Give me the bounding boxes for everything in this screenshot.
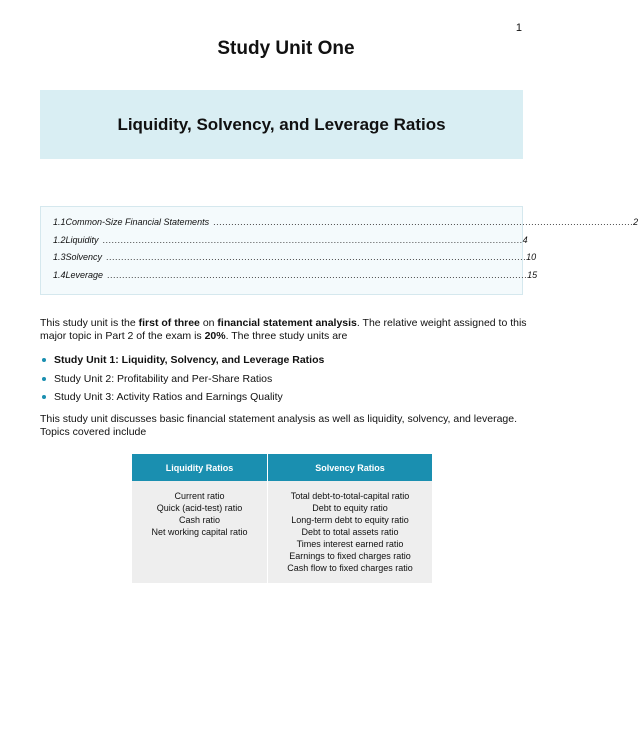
toc-page: 4 xyxy=(522,234,528,245)
table-of-contents xyxy=(40,206,638,295)
toc-page: 10 xyxy=(526,252,537,262)
toc-leader: ............................................................................................................................................ xyxy=(106,252,527,262)
toc-number: 1.1 xyxy=(53,217,66,227)
table-cell: Long-term debt to equity ratio xyxy=(291,515,409,525)
toc-leader: ............................................................................................................................................ xyxy=(102,234,523,245)
toc-page: 15 xyxy=(527,269,538,280)
toc-label: Common-Size Financial Statements xyxy=(65,217,210,227)
list-item xyxy=(40,370,530,389)
toc-row[interactable] xyxy=(41,269,538,288)
intro-emphasis: first of three xyxy=(138,317,200,329)
table-cell: Debt to total assets ratio xyxy=(301,527,399,537)
toc-number: 1.2 xyxy=(53,234,66,245)
bullet-icon xyxy=(42,395,46,399)
header-solvency: Solvency Ratios xyxy=(268,454,432,481)
table-cell: Total debt-to-total-capital ratio xyxy=(290,491,410,501)
list-item xyxy=(40,388,530,407)
toc-row[interactable] xyxy=(41,234,528,253)
table-cell: Cash ratio xyxy=(178,515,221,525)
topics-paragraph: This study unit discusses basic financial statement analysis as well as liquidity, solvency, and leverage. Topics covered include xyxy=(40,413,518,438)
title-banner xyxy=(40,90,523,159)
table-cell: Net working capital ratio xyxy=(151,527,248,537)
intro-emphasis: 20% xyxy=(204,330,226,342)
study-unit-list xyxy=(40,351,530,407)
table-cell: Times interest earned ratio xyxy=(296,539,404,549)
table-body xyxy=(132,481,432,583)
toc-label: Leverage xyxy=(65,269,104,280)
intro-text: This study unit is the xyxy=(40,317,139,329)
table-cell: Quick (acid-test) ratio xyxy=(156,503,243,513)
page-number: 1 xyxy=(515,22,522,34)
liquidity-column xyxy=(132,481,267,583)
bullet-icon xyxy=(42,358,46,362)
table-cell: Debt to equity ratio xyxy=(312,503,388,513)
ratios-table xyxy=(132,454,432,583)
toc-row[interactable] xyxy=(41,252,537,270)
list-item-text: Study Unit 1: Liquidity, Solvency, and Leverage Ratios xyxy=(54,354,325,367)
toc-row[interactable] xyxy=(41,217,638,235)
toc-leader: ............................................................................................................................................ xyxy=(213,217,634,227)
table-cell: Earnings to fixed charges ratio xyxy=(289,551,411,561)
intro-emphasis: financial statement analysis xyxy=(217,317,357,329)
table-cell: Cash flow to fixed charges ratio xyxy=(287,563,413,573)
list-item-text: Study Unit 3: Activity Ratios and Earnings Quality xyxy=(54,391,283,404)
bullet-icon xyxy=(42,377,46,381)
table-header xyxy=(132,454,432,481)
toc-page: 2 xyxy=(633,217,638,227)
header-liquidity: Liquidity Ratios xyxy=(132,454,267,481)
list-item xyxy=(40,351,530,370)
toc-label: Solvency xyxy=(65,252,103,262)
intro-paragraph xyxy=(40,317,530,343)
intro-text: . The relative weight assigned to this major topic in Part 2 of the exam is xyxy=(40,317,527,342)
toc-label: Liquidity xyxy=(65,234,99,245)
toc-number: 1.3 xyxy=(53,252,66,262)
unit-title: Study Unit One xyxy=(217,38,355,59)
solvency-column xyxy=(268,481,432,583)
toc-leader: ............................................................................................................................................ xyxy=(107,269,528,280)
banner-title: Liquidity, Solvency, and Leverage Ratios xyxy=(117,114,446,134)
intro-text: . The three study units are xyxy=(225,330,348,342)
list-item-text: Study Unit 2: Profitability and Per-Share Ratios xyxy=(54,372,273,385)
toc-number: 1.4 xyxy=(53,269,66,280)
table-cell: Current ratio xyxy=(174,491,225,501)
intro-text: on xyxy=(199,317,218,329)
